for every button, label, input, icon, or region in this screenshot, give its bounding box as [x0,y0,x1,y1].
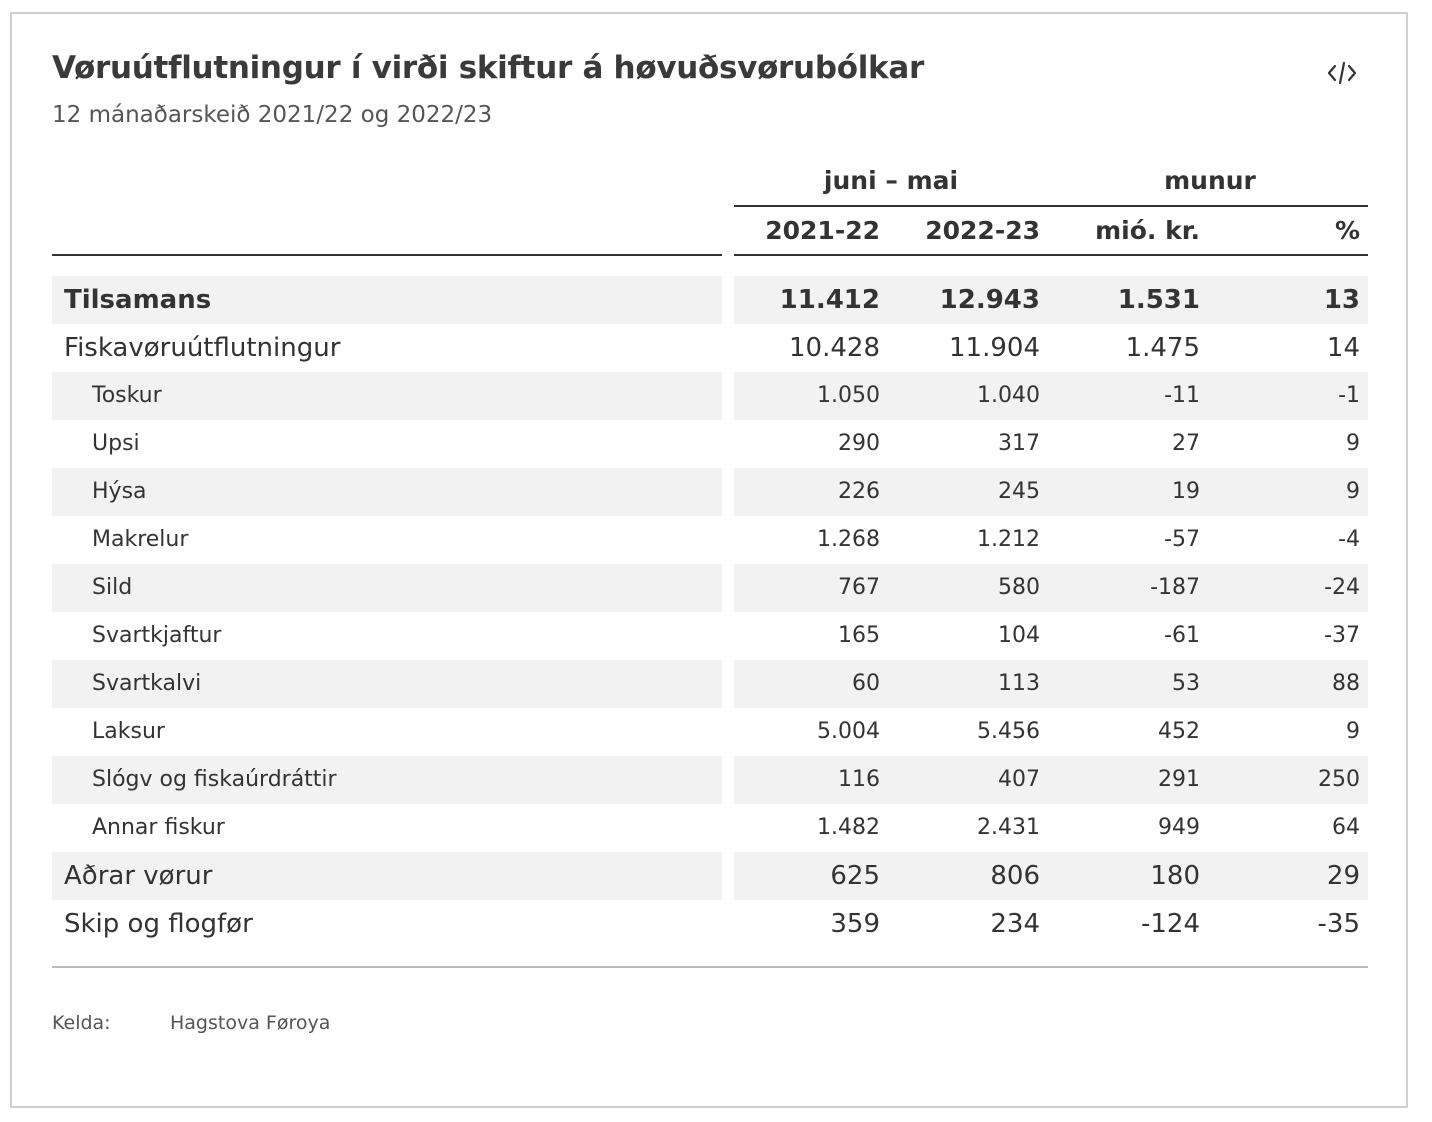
row-label: Upsi [92,431,140,456]
row-label: Laksur [92,719,165,744]
row-label: Annar fiskur [92,815,225,840]
table-row [52,564,1368,612]
table-row [52,276,1368,324]
row-label: Aðrar vørur [64,861,213,891]
chart-subtitle: 12 mánaðarskeið 2021/22 og 2022/23 [52,102,493,128]
table-cell: 19 [1172,479,1200,504]
table-cell: 14 [1326,333,1360,363]
table-cell: 12.943 [939,285,1040,315]
table-row [52,852,1368,900]
table-cell: 1.212 [977,527,1040,552]
row-label: Slógv og fiskaúrdráttir [92,767,337,792]
column-header: mió. kr. [1095,216,1200,245]
table-cell: 250 [1318,767,1360,792]
table-cell: 1.475 [1125,333,1200,363]
table-cell: 806 [990,861,1040,891]
table-cell: 245 [998,479,1040,504]
row-label: Skip og flogfør [64,909,253,939]
chart-title: Vøruútflutningur í virði skiftur á høvuðsvørubólkar [52,50,924,86]
table-cell: -57 [1164,527,1200,552]
row-label: Hýsa [92,479,147,504]
table-cell: 1.531 [1117,285,1200,315]
table-row [52,420,1368,468]
table-cell: 165 [838,623,880,648]
table-cell: 53 [1172,671,1200,696]
column-header: 2022-23 [925,216,1040,245]
table-cell: 359 [830,909,880,939]
table-cell: -187 [1150,575,1200,600]
table-cell: -37 [1324,623,1360,648]
table-cell: 9 [1346,479,1360,504]
table-row [52,708,1368,756]
column-group-rule [734,205,1368,207]
source-value: Hagstova Føroya [170,1012,331,1034]
row-label: Toskur [92,383,162,408]
table-cell: 9 [1346,431,1360,456]
table-cell: -124 [1140,909,1200,939]
table-row [52,372,1368,420]
row-background [52,564,722,612]
table-row [52,612,1368,660]
row-label: Svartkjaftur [92,623,222,648]
table-cell: 407 [998,767,1040,792]
table-cell: 580 [998,575,1040,600]
table-cell: 2.431 [977,815,1040,840]
table-cell: 9 [1346,719,1360,744]
source-label: Kelda: [52,1012,111,1034]
column-group-label: munur [1164,166,1256,195]
table-cell: -24 [1324,575,1360,600]
table-cell: 113 [998,671,1040,696]
table-cell: 88 [1332,671,1360,696]
table-cell: 317 [998,431,1040,456]
table-cell: 1.268 [817,527,880,552]
table-cell: -4 [1338,527,1360,552]
row-background [52,420,722,468]
table-row [52,324,1368,372]
table-cell: 5.004 [817,719,880,744]
row-label: Makrelur [92,527,189,552]
column-header: % [1334,216,1360,245]
table-cell: 1.050 [817,383,880,408]
table-cell: 13 [1323,285,1360,315]
table-cell: 27 [1172,431,1200,456]
table-cell: -35 [1317,909,1360,939]
table-cell: 290 [838,431,880,456]
table-cell: 1.482 [817,815,880,840]
table-cell: 104 [998,623,1040,648]
table-cell: 116 [838,767,880,792]
table-cell: 234 [990,909,1040,939]
table-row [52,516,1368,564]
table-cell: 452 [1158,719,1200,744]
table-cell: 11.904 [949,333,1040,363]
table-cell: 5.456 [977,719,1040,744]
embed-code-icon[interactable] [1326,60,1358,86]
table-cell: 29 [1326,861,1360,891]
table-row [52,468,1368,516]
table-cell: 767 [838,575,880,600]
table-cell: -61 [1164,623,1200,648]
table-cell: -1 [1338,383,1360,408]
table-cell: 64 [1332,815,1360,840]
table-cell: 291 [1158,767,1200,792]
row-label: Fiskavøruútflutningur [64,333,341,363]
column-header: 2021-22 [765,216,880,245]
table-bottom-rule [52,966,1368,968]
table-row [52,660,1368,708]
table-cell: 949 [1158,815,1200,840]
table-row [52,756,1368,804]
row-background [52,468,722,516]
table-cell: -11 [1164,383,1200,408]
table-row [52,900,1368,948]
header-rule-left [52,254,722,256]
row-label: Svartkalvi [92,671,202,696]
table-cell: 625 [830,861,880,891]
table-row [52,804,1368,852]
table-cell: 10.428 [789,333,880,363]
table-cell: 180 [1150,861,1200,891]
table-cell: 1.040 [977,383,1040,408]
header-rule-right [734,254,1368,256]
table-cell: 226 [838,479,880,504]
table-cell: 60 [852,671,880,696]
row-label: Sild [92,575,133,600]
table-cell: 11.412 [779,285,880,315]
column-group-label: juni – mai [823,166,959,195]
row-label: Tilsamans [64,285,212,315]
